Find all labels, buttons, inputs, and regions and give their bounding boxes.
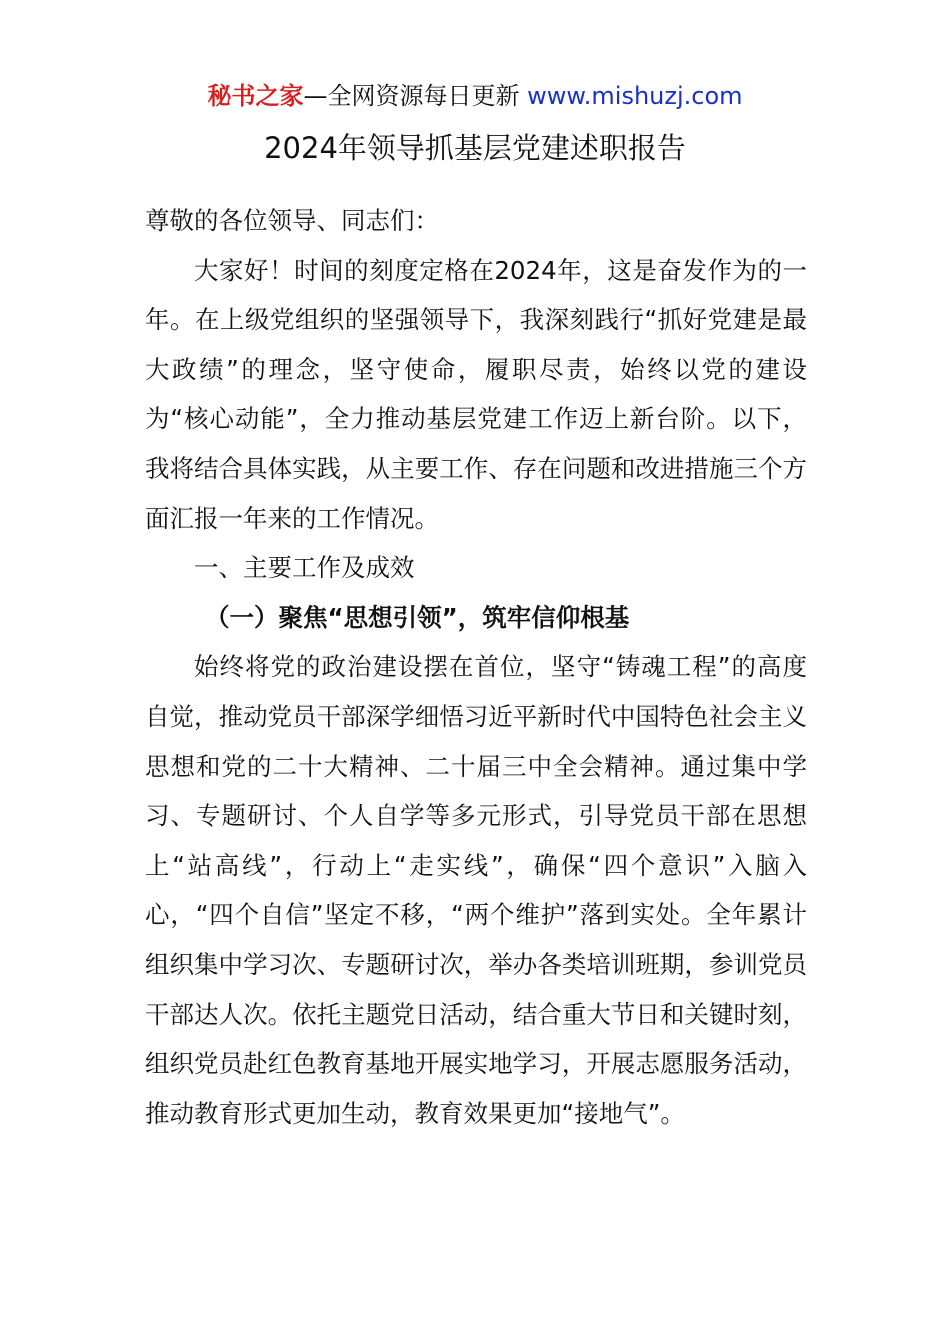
- body-paragraph: 始终将党的政治建设摆在首位，坚守“铸魂工程”的高度自觉，推动党员干部深学细悟习近平新时代中国特色社会主义思想和党的二十大精神、二十届三中全会精神。通过集中学习、专题研讨、个人自学等多元形式，引导党员干部在思想上“站高线”，行动上“走实线”，确保“四个意识”入脑入心，“四个自信”坚定不移，“两个维护”落到实处。全年累计组织集中学习次、专题研讨次，举办各类培训班期，参训党员干部达人次。依托主题党日活动，结合重大节日和关键时刻，组织党员赴红色教育基地开展实地学习，开展志愿服务活动，推动教育形式更加生动，教育效果更加“接地气”。: [145, 652, 807, 1128]
- salutation: 尊敬的各位领导、同志们：: [145, 206, 439, 235]
- brand-name: 秘书之家: [207, 82, 304, 110]
- site-header: [0, 80, 950, 112]
- site-url-link[interactable]: www.mishuzj.com: [527, 82, 743, 110]
- section-heading: 一、主要工作及成效: [194, 553, 415, 583]
- site-tagline: —全网资源每日更新: [303, 82, 528, 110]
- document-title: 2024年领导抓基层党建述职报告: [264, 131, 686, 165]
- document-body: [145, 196, 807, 1138]
- intro-paragraph: 大家好！时间的刻度定格在2024年，这是奋发作为的一年。在上级党组织的坚强领导下，我深刻践行“抓好党建是最大政绩”的理念，坚守使命，履职尽责，始终以党的建设为“核心动能”，全力推动基层党建工作迈上新台阶。以下，我将结合具体实践，从主要工作、存在问题和改进措施三个方面汇报一年来的工作情况。: [145, 255, 807, 533]
- subsection-heading: （一）聚焦“思想引领”，筑牢信仰根基: [205, 602, 630, 632]
